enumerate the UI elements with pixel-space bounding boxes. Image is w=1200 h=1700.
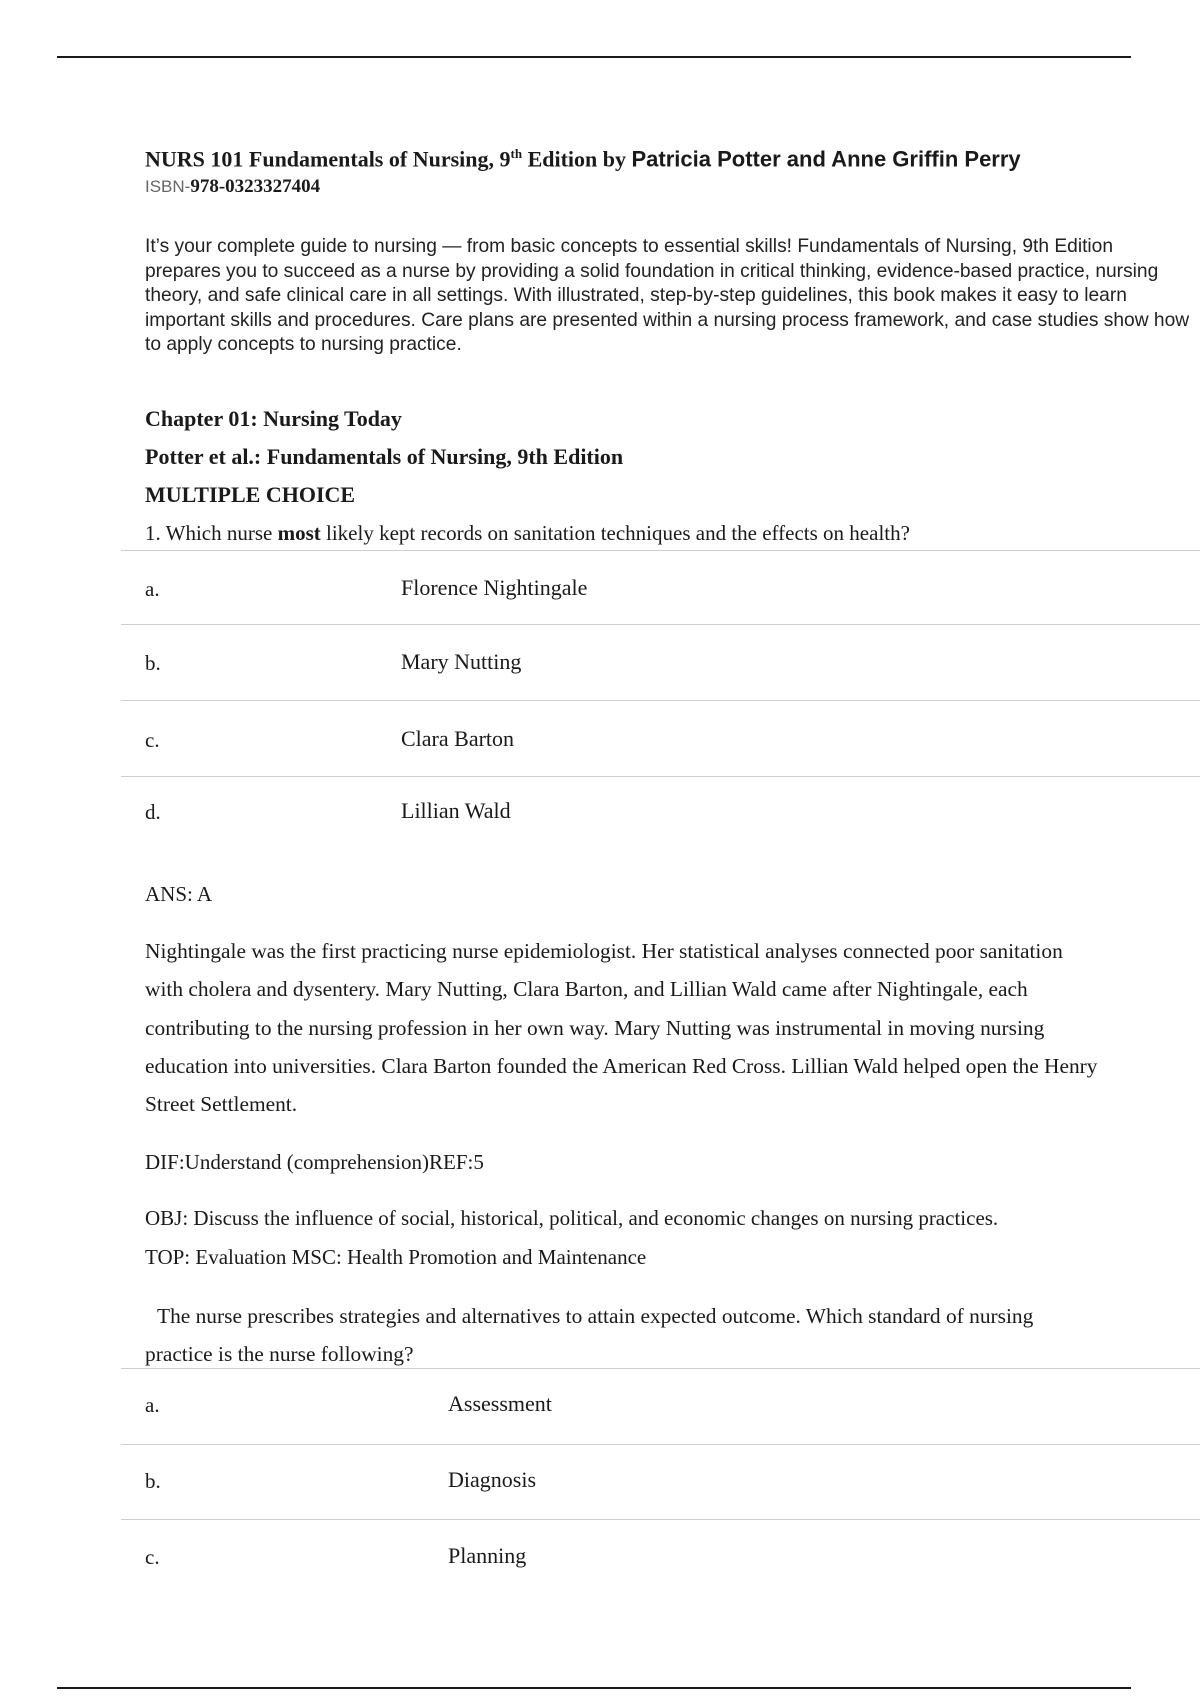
option-text: Assessment (448, 1391, 552, 1416)
question-1-prefix: 1. Which nurse (145, 521, 278, 545)
question-1-emphasis: most (277, 521, 321, 545)
option-divider (121, 624, 1200, 625)
isbn-label: ISBN- (145, 177, 191, 196)
question-2: The nurse prescribes strategies and alternatives to attain expected outcome. Which standard of nursing practice is the nurse following? (145, 1304, 1034, 1367)
title-main: NURS 101 Fundamentals of Nursing, 9 (145, 146, 511, 172)
option-divider (121, 1519, 1200, 1520)
answer-rationale: Nightingale was the first practicing nurse epidemiologist. Her statistical analyses connected poor sanitation with cholera and dysentery. Mary Nutting, Clara Barton, and Lillian Wald came after Nightingale, each contributing to the nursing profession in her own way. Mary Nutting was instrumental in moving nursing education into universities. Clara Barton founded the American Red Cross. Lillian Wald helped open the Henry Street Settlement. (145, 939, 1098, 1117)
option-text: Clara Barton (401, 726, 515, 751)
title-authors: Patricia Potter and Anne Griffin Perry (631, 146, 1021, 172)
section-heading: MULTIPLE CHOICE (145, 482, 356, 507)
option-letter: d. (145, 800, 161, 824)
isbn-line (145, 176, 320, 198)
title-edition: Edition by (522, 146, 632, 172)
book-description: It’s your complete guide to nursing — from basic concepts to essential skills! Fundamentals of Nursing, 9th Edition prepares you to succeed as a nurse by providing a solid foundation in critical thinking, evidence-based practice, nursing theory, and safe clinical care in all settings. With illustrated, step-by-step guidelines, this book makes it easy to learn important skills and procedures. Care plans are presented within a nursing process framework, and case studies show how to apply concepts to nursing practice. (145, 236, 1190, 355)
topic-msc: TOP: Evaluation MSC: Health Promotion and Maintenance (145, 1245, 647, 1269)
question-1-suffix: likely kept records on sanitation techniques and the effects on health? (320, 521, 910, 545)
question-1 (145, 521, 910, 546)
difficulty-reference: DIF:Understand (comprehension)REF:5 (145, 1150, 484, 1174)
isbn-number: 978-0323327404 (190, 176, 321, 197)
title-superscript: th (510, 146, 523, 161)
option-letter: b. (145, 1469, 161, 1493)
answer-key: ANS: A (145, 882, 213, 906)
document-title (145, 146, 1021, 172)
bottom-rule (57, 1687, 1131, 1689)
option-letter: c. (145, 728, 160, 752)
option-text: Lillian Wald (401, 798, 511, 823)
option-text: Diagnosis (448, 1467, 536, 1492)
book-reference: Potter et al.: Fundamentals of Nursing, 9th Edition (145, 444, 624, 469)
option-divider (121, 550, 1200, 551)
option-divider (121, 700, 1200, 701)
chapter-title: Chapter 01: Nursing Today (145, 406, 402, 431)
option-letter: a. (145, 1393, 160, 1417)
option-divider (121, 1368, 1200, 1369)
objective: OBJ: Discuss the influence of social, historical, political, and economic changes on nursing practices. (145, 1206, 999, 1230)
option-letter: c. (145, 1545, 160, 1569)
option-text: Mary Nutting (401, 649, 522, 674)
option-text: Planning (448, 1543, 527, 1568)
option-text: Florence Nightingale (401, 575, 588, 600)
option-divider (121, 776, 1200, 777)
option-letter: b. (145, 651, 161, 675)
option-divider (121, 1444, 1200, 1445)
option-letter: a. (145, 577, 160, 601)
top-rule (57, 56, 1131, 58)
